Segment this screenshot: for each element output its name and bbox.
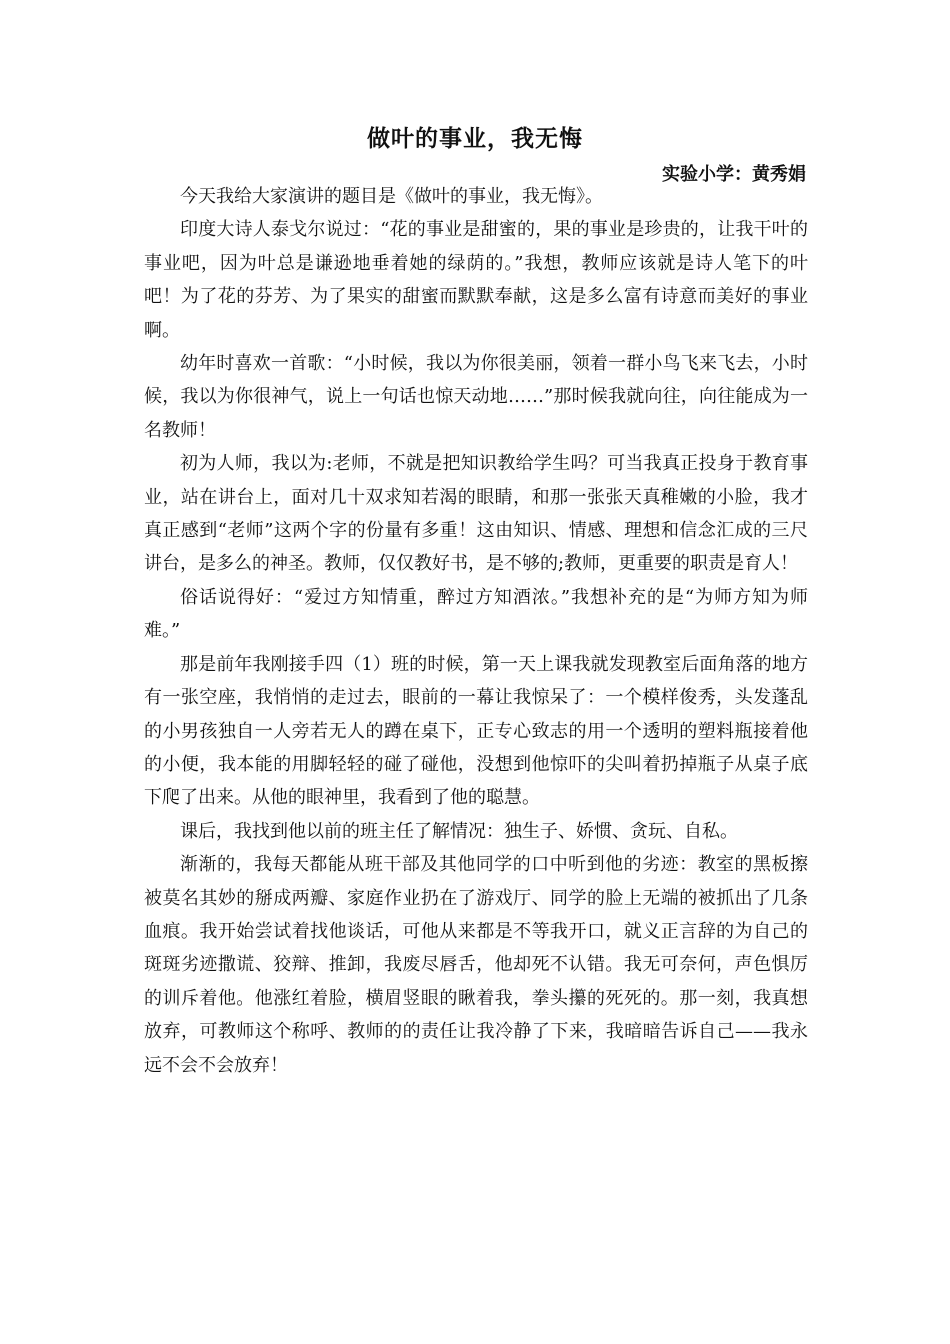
paragraph: 初为人师，我以为:老师，不就是把知识教给学生吗？可当我真正投身于教育事业，站在讲台上，面对几十双求知若渴的眼睛，和那一张张天真稚嫩的小脸，我才真正感到“老师”这两个字的份量有多重！这由知识、情感、理想和信念汇成的三尺讲台，是多么的神圣。教师，仅仅教好书，是不够的;教师，更重要的职责是育人！ <box>144 453 808 575</box>
paragraph: 俗话说得好：“爱过方知情重，醉过方知酒浓。”我想补充的是“为师方知为师难。” <box>144 586 808 642</box>
paragraph: 那是前年我刚接手四（1）班的时候，第一天上课我就发现教室后面角落的地方有一张空座，我悄悄的走过去，眼前的一幕让我惊呆了：一个模样俊秀，头发蓬乱的小男孩独自一人旁若无人的蹲在桌下，正专心致志的用一个透明的塑料瓶接着他的小便，我本能的用脚轻轻的碰了碰他，没想到他惊吓的尖叫着扔掉瓶子从桌子底下爬了出来。从他的眼神里，我看到了他的聪慧。 <box>144 653 808 809</box>
paragraph: 幼年时喜欢一首歌：“小时候，我以为你很美丽，领着一群小鸟飞来飞去，小时候，我以为你很神气，说上一句话也惊天动地……”那时候我就向往，向往能成为一名教师！ <box>144 353 808 441</box>
paragraph: 印度大诗人泰戈尔说过：“花的事业是甜蜜的，果的事业是珍贵的，让我干叶的事业吧，因为叶总是谦逊地垂着她的绿荫的。”我想，教师应该就是诗人笔下的叶吧！为了花的芬芳、为了果实的甜蜜而默默奉献，这是多么富有诗意而美好的事业啊。 <box>144 219 808 341</box>
paragraph: 今天我给大家演讲的题目是《做叶的事业，我无悔》。 <box>180 186 603 207</box>
paragraph: 渐渐的，我每天都能从班干部及其他同学的口中听到他的劣迹：教室的黑板擦被莫名其妙的掰成两瓣、家庭作业扔在了游戏厅、同学的脸上无端的被抓出了几条血痕。我开始尝试着找他谈话，可他从来都是不等我开口，就义正言辞的为自己的斑斑劣迹撒谎、狡辩、推卸，我废尽唇舌，他却死不认错。我无可奈何，声色惧厉的训斥着他。他涨红着脸，横眉竖眼的瞅着我，拳头攥的死死的。那一刻，我真想放弃，可教师这个称呼、教师的的责任让我冷静了下来，我暗暗告诉自己——我永远不会不会放弃！ <box>144 854 808 1076</box>
document-title: 做叶的事业，我无悔 <box>367 125 583 152</box>
document-author: 实验小学：黄秀娟 <box>662 164 806 185</box>
paragraph: 课后，我找到他以前的班主任了解情况：独生子、娇惯、贪玩、自私。 <box>180 820 738 842</box>
document-body <box>144 180 808 1082</box>
